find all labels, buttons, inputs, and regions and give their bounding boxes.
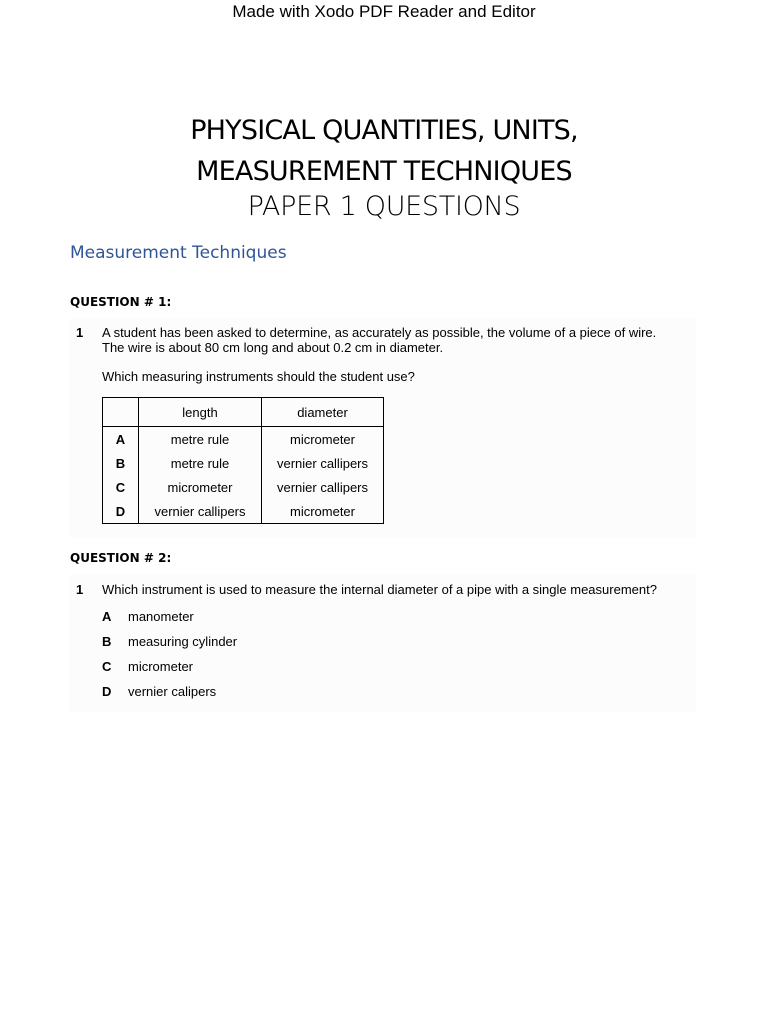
question-2-label: QUESTION # 2:: [70, 551, 172, 565]
length-cell: metre rule: [139, 451, 262, 475]
section-heading: Measurement Techniques: [70, 243, 287, 263]
length-cell: metre rule: [139, 427, 262, 452]
option-text: measuring cylinder: [128, 634, 238, 649]
diameter-cell: micrometer: [262, 499, 384, 524]
document-subtitle: PAPER 1 QUESTIONS: [247, 191, 521, 222]
diameter-cell: micrometer: [262, 427, 384, 452]
length-cell: micrometer: [139, 475, 262, 499]
option-letter: A: [103, 427, 139, 452]
question-1-label: QUESTION # 1:: [70, 295, 172, 309]
option-letter: D: [103, 499, 139, 524]
answer-option-b: [102, 634, 502, 652]
question-2-block: [70, 574, 696, 712]
table-row: [103, 499, 384, 524]
option-text: micrometer: [128, 659, 194, 674]
question-1-text-line-1: A student has been asked to determine, as accurately as possible, the volume of a piece of wire.: [102, 325, 657, 340]
question-2-text: Which instrument is used to measure the internal diameter of a pipe with a single measurement?: [102, 582, 657, 597]
answer-option-a: [102, 609, 502, 627]
document-title: [0, 110, 768, 192]
question-1-prompt: Which measuring instruments should the student use?: [102, 369, 415, 384]
table-header-cell: [103, 398, 139, 427]
option-letter: A: [102, 609, 112, 624]
question-1-answer-table: [102, 397, 384, 524]
option-letter: D: [102, 684, 112, 699]
table-header-diameter: diameter: [262, 398, 384, 427]
question-1-number: 1: [76, 325, 84, 340]
option-letter: B: [102, 634, 112, 649]
option-text: manometer: [128, 609, 194, 624]
length-cell: vernier callipers: [139, 499, 262, 524]
title-line-1: PHYSICAL QUANTITIES, UNITS,: [190, 115, 578, 146]
question-1-text: [102, 325, 656, 355]
watermark-text: Made with Xodo PDF Reader and Editor: [232, 2, 536, 21]
question-1-text-line-2: The wire is about 80 cm long and about 0.2 cm in diameter.: [102, 340, 444, 355]
option-letter: B: [103, 451, 139, 475]
table-row: [103, 475, 384, 499]
answer-option-c: [102, 659, 502, 677]
option-letter: C: [103, 475, 139, 499]
question-2-number: 1: [76, 582, 84, 597]
answer-option-d: [102, 684, 502, 702]
option-text: vernier calipers: [128, 684, 217, 699]
table-row: [103, 427, 384, 452]
option-letter: C: [102, 659, 112, 674]
diameter-cell: vernier callipers: [262, 451, 384, 475]
table-header-row: [103, 398, 384, 427]
table-header-length: length: [139, 398, 262, 427]
table-row: [103, 451, 384, 475]
diameter-cell: vernier callipers: [262, 475, 384, 499]
title-line-2: MEASUREMENT TECHNIQUES: [196, 156, 572, 187]
